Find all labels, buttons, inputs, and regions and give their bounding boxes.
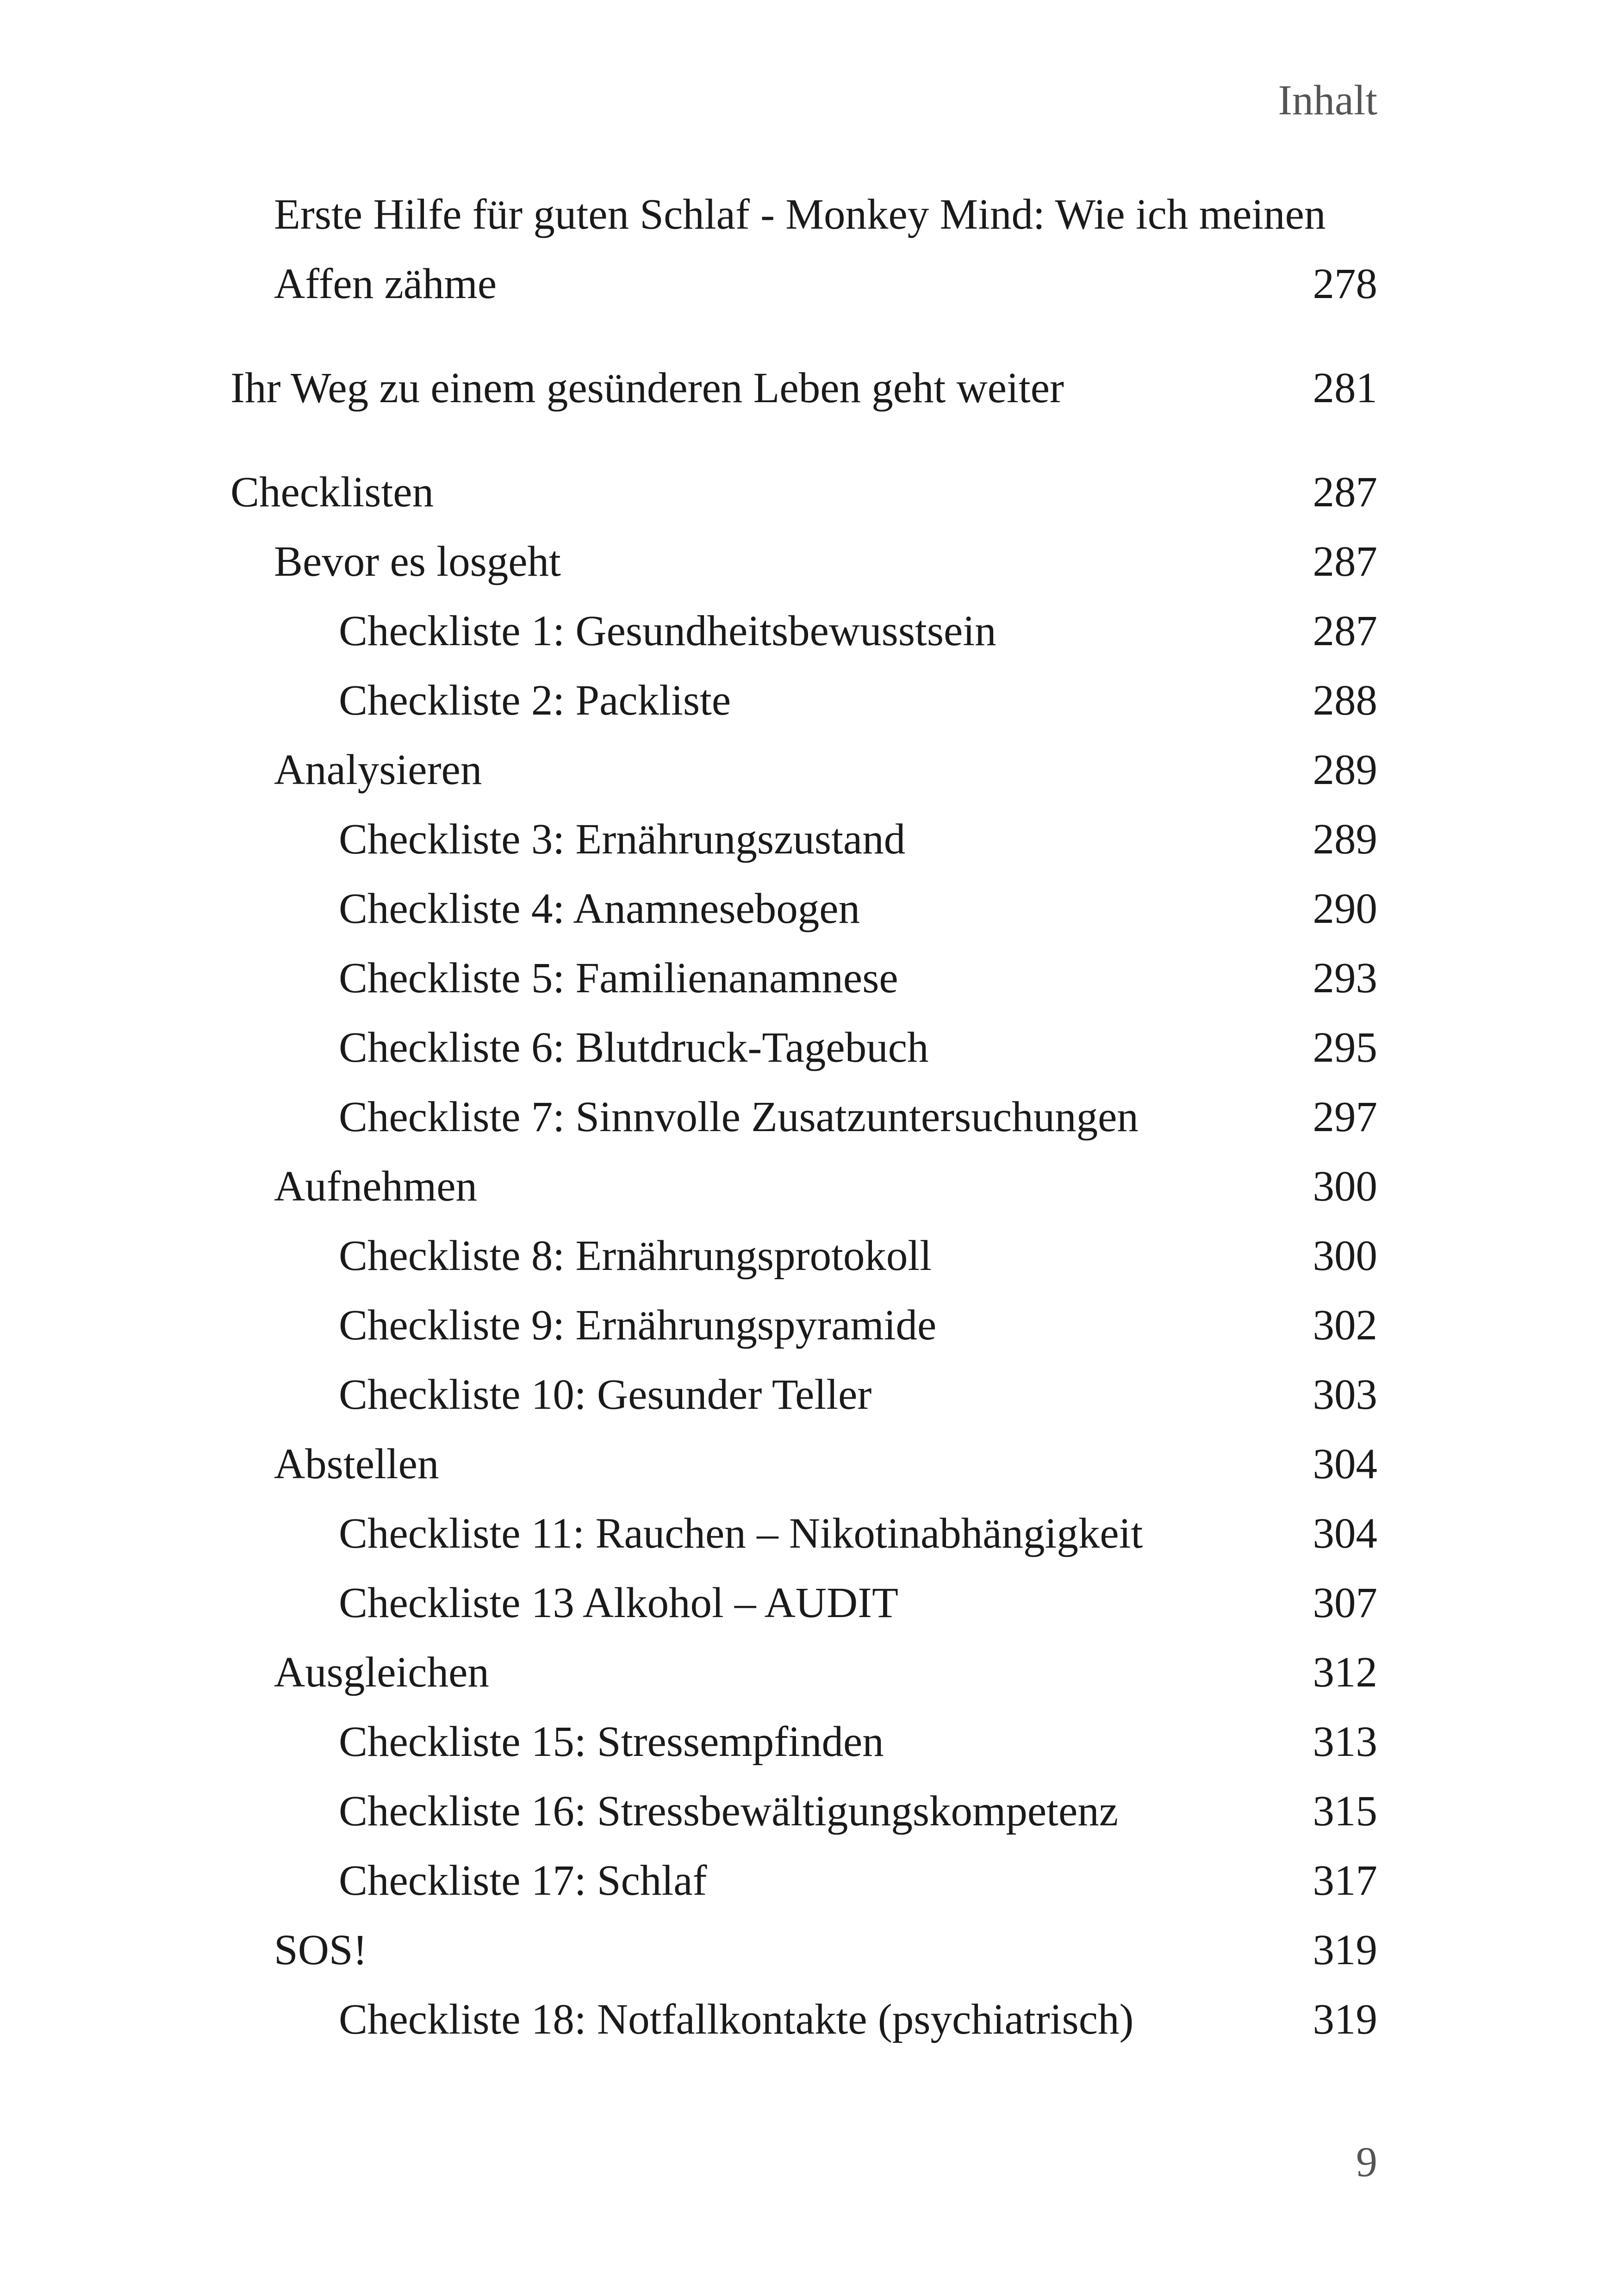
toc-entry-page: 300: [1313, 1163, 1377, 1211]
toc-entry-title: Checkliste 13 Alkohol – AUDIT: [339, 1579, 898, 1627]
toc-entry[interactable]: [0, 1213, 1618, 1282]
toc-entry-title: Checkliste 17: Schlaf: [339, 1857, 707, 1905]
toc-entry-page: 304: [1313, 1440, 1377, 1488]
toc-entry-title: Bevor es losgeht: [274, 538, 561, 586]
page-number: 9: [1356, 2138, 1377, 2185]
toc-entry-title: Checkliste 18: Notfallkontakte (psychiatrisch): [339, 1996, 1134, 2044]
toc-entry-page: 307: [1313, 1579, 1377, 1627]
toc-entry-page: 278: [1313, 260, 1377, 308]
toc-entry-title: SOS!: [274, 1926, 367, 1974]
toc-entry[interactable]: [0, 345, 1618, 414]
toc-entry-title: Checkliste 16: Stressbewältigungskompetenz: [339, 1787, 1119, 1836]
toc-entry-title: Checkliste 10: Gesunder Teller: [339, 1371, 872, 1419]
toc-entry[interactable]: [0, 1560, 1618, 1629]
toc-entry-page: 287: [1313, 538, 1377, 586]
toc-entry[interactable]: [0, 518, 1618, 588]
toc-entry[interactable]: [0, 588, 1618, 657]
toc-entry-page: 290: [1313, 885, 1377, 933]
toc-entry-title: Checkliste 15: Stressempfinden: [339, 1718, 884, 1766]
toc-entry[interactable]: [0, 796, 1618, 865]
toc-entry[interactable]: [0, 727, 1618, 796]
toc-entry[interactable]: [0, 241, 1618, 310]
toc-entry-title: Checkliste 11: Rauchen – Nikotinabhängigkeit: [339, 1510, 1143, 1558]
toc-entry-title: Analysieren: [274, 746, 482, 794]
toc-entry[interactable]: [0, 1907, 1618, 1976]
toc-entry-title: Checkliste 7: Sinnvolle Zusatzuntersuchungen: [339, 1093, 1139, 1141]
toc-entry[interactable]: [0, 1629, 1618, 1699]
toc-entry-page: 297: [1313, 1093, 1377, 1141]
toc-entry-page: 300: [1313, 1232, 1377, 1280]
toc-entry[interactable]: [0, 657, 1618, 727]
toc-entry-title: Checkliste 1: Gesundheitsbewusstsein: [339, 607, 996, 655]
toc-entry-page: 303: [1313, 1371, 1377, 1419]
toc-entry-page: 293: [1313, 954, 1377, 1002]
toc-entry[interactable]: [0, 1282, 1618, 1351]
toc-entry-title: Abstellen: [274, 1440, 439, 1488]
toc-entry-page: 319: [1313, 1926, 1377, 1974]
toc-entry[interactable]: [0, 1421, 1618, 1490]
toc-entry[interactable]: [0, 1143, 1618, 1213]
toc-entry-title: Checkliste 2: Packliste: [339, 677, 731, 725]
toc-entry-title: Checkliste 9: Ernährungspyramide: [339, 1301, 937, 1350]
toc-entry[interactable]: [0, 1004, 1618, 1074]
toc-entry[interactable]: [0, 1976, 1618, 2046]
toc-entry[interactable]: [0, 1699, 1618, 1768]
running-header: Inhalt: [1278, 76, 1377, 124]
toc-entry[interactable]: [0, 1074, 1618, 1143]
toc-entry-title: Checkliste 6: Blutdruck-Tagebuch: [339, 1024, 929, 1072]
toc-entry-page: 312: [1313, 1649, 1377, 1697]
toc-entry[interactable]: [0, 935, 1618, 1004]
toc-entry[interactable]: [0, 1490, 1618, 1560]
toc-entry-page: 317: [1313, 1857, 1377, 1905]
toc-entry-title: Checkliste 3: Ernährungszustand: [339, 815, 906, 864]
toc-entry[interactable]: [0, 1837, 1618, 1907]
toc-entry-title: Checklisten: [230, 468, 434, 516]
toc-entry-page: 287: [1313, 607, 1377, 655]
toc-entry-page: 304: [1313, 1510, 1377, 1558]
toc-entry[interactable]: [0, 171, 1618, 241]
toc-entry-page: 315: [1313, 1787, 1377, 1836]
toc-entry-page: 295: [1313, 1024, 1377, 1072]
toc-entry-title: Erste Hilfe für guten Schlaf - Monkey Mind: Wie ich meinen: [274, 191, 1326, 239]
toc-entry[interactable]: [0, 865, 1618, 935]
toc-entry-title: Affen zähme: [274, 260, 497, 308]
toc-entry-title: Checkliste 5: Familienanamnese: [339, 954, 898, 1002]
toc-entry-title: Ihr Weg zu einem gesünderen Leben geht weiter: [230, 364, 1064, 412]
toc-entry[interactable]: [0, 1351, 1618, 1421]
toc-entry-page: 313: [1313, 1718, 1377, 1766]
toc-entry-page: 288: [1313, 677, 1377, 725]
toc-entry-page: 289: [1313, 746, 1377, 794]
toc-entry-page: 287: [1313, 468, 1377, 516]
toc-entry-page: 302: [1313, 1301, 1377, 1350]
toc-entry-page: 289: [1313, 815, 1377, 864]
toc-entry-title: Aufnehmen: [274, 1163, 478, 1211]
toc-entry-page: 281: [1313, 364, 1377, 412]
toc-entry[interactable]: [0, 1768, 1618, 1837]
toc-entry[interactable]: [0, 449, 1618, 518]
toc-entry-title: Checkliste 4: Anamnesebogen: [339, 885, 860, 933]
toc-entry-title: Checkliste 8: Ernährungsprotokoll: [339, 1232, 932, 1280]
toc-entry-page: 319: [1313, 1996, 1377, 2044]
toc-entry-title: Ausgleichen: [274, 1649, 489, 1697]
